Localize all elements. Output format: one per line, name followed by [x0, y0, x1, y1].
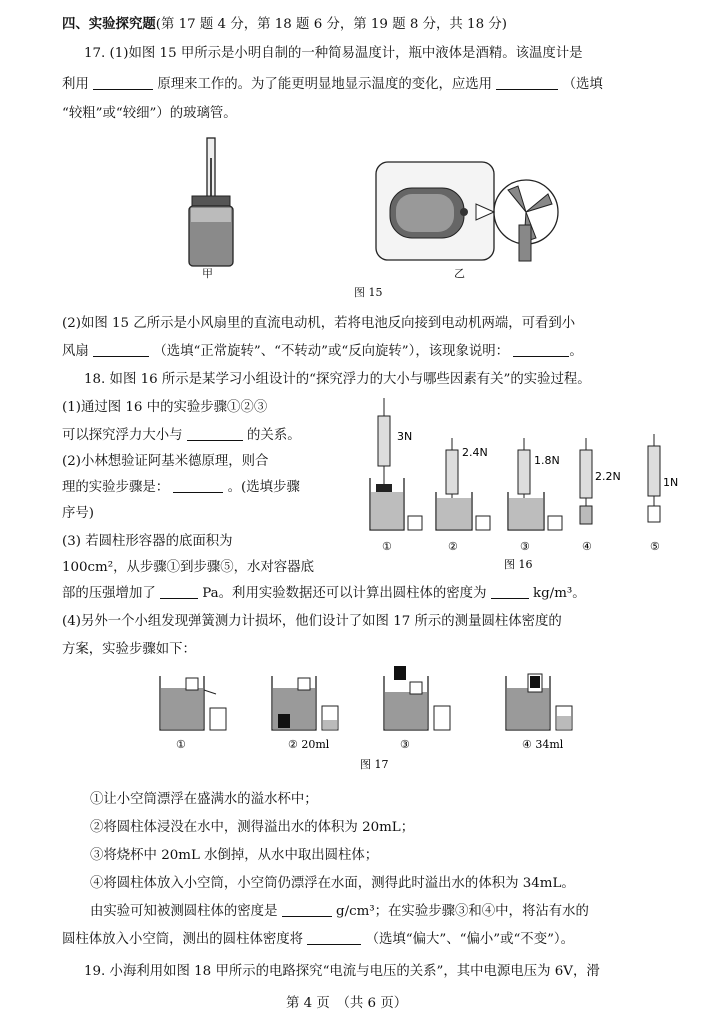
q19-line1: 19. 小海利用如图 18 甲所示的电路探究“电流与电压的关系”，其中电源电压为 6V，滑	[84, 964, 600, 979]
section-title: 四、实验探究题	[62, 16, 156, 32]
fig16-force-label: 2.2N	[595, 470, 621, 483]
q17-part2-line1: (2)如图 15 乙所示是小风扇里的直流电动机，若将电池反向接到电动机两端，可看到小	[62, 316, 576, 331]
fig16-step-label: ①	[382, 540, 392, 553]
fig16-step1	[370, 398, 422, 530]
q17-line3: “较粗”或“较细”）的玻璃管。	[62, 106, 237, 121]
fig16-step-label: ⑤	[650, 540, 660, 553]
answer-blank[interactable]	[491, 584, 529, 599]
q18-step3: ③将烧杯中 20mL 水倒掉，从水中取出圆柱体；	[90, 848, 379, 863]
answer-blank[interactable]	[173, 478, 223, 493]
figure15-left-label: 甲	[202, 267, 213, 280]
section-points: (第 17 题 4 分，第 18 题 6 分，第 19 题 8 分，共 18 分)	[155, 17, 507, 32]
q18-step2: ②将圆柱体浸没在水中，测得溢出水的体积为 20mL；	[90, 820, 415, 835]
q18-part4-line1: (4)另外一个小组发现弹簧测力计损坏，他们设计了如图 17 所示的测量圆柱体密度的	[62, 614, 562, 629]
fig17-step1	[160, 676, 226, 730]
fig16-step3	[508, 438, 562, 530]
answer-blank[interactable]	[513, 342, 569, 357]
fig16-step4	[580, 438, 592, 524]
q17-line1: 17. (1)如图 15 甲所示是小明自制的一种简易温度计，瓶中液体是酒精。该温度计是	[84, 46, 583, 61]
answer-blank[interactable]	[282, 902, 332, 917]
q18-part3-line3: 部的压强增加了 Pa。利用实验数据还可以计算出圆柱体的密度为 kg/m³。	[62, 586, 586, 601]
fig16-force-label: 2.4N	[462, 446, 488, 459]
answer-blank[interactable]	[93, 75, 153, 90]
q18-conclusion-line1: 由实验可知被测圆柱体的密度是 g/cm³；在实验步骤③和④中，将沾有水的	[90, 904, 589, 919]
figure15-motor	[376, 150, 556, 270]
answer-blank[interactable]	[160, 584, 198, 599]
q18-part2-line1: (2)小林想验证阿基米德原理，则合	[62, 454, 269, 469]
q18-part4-line2: 方案，实验步骤如下：	[62, 642, 196, 657]
q18-part2-line3: 序号)	[62, 506, 95, 521]
fig16-step5	[648, 434, 660, 522]
fig16-step-label: ③	[520, 540, 530, 553]
fig17-step-label: ①	[176, 738, 186, 751]
answer-blank[interactable]	[93, 342, 149, 357]
fig17-step2	[272, 676, 338, 730]
figure15-caption: 图 15	[354, 286, 383, 299]
section-header	[62, 14, 507, 35]
page-footer: 第 4 页 （共 6 页）	[286, 996, 408, 1011]
fig17-step-label: ④ 34ml	[522, 738, 564, 751]
figure17	[150, 664, 590, 774]
fig16-step-label: ②	[448, 540, 458, 553]
figure15-right-label: 乙	[454, 267, 465, 280]
figure15-thermometer	[180, 138, 250, 278]
q18-part3-line2: 100cm²，从步骤①到步骤⑤，水对容器底	[62, 560, 314, 575]
figure17-caption: 图 17	[360, 758, 389, 771]
fig17-step3	[384, 666, 450, 730]
fig17-step4	[506, 674, 572, 730]
fig17-step-label: ② 20ml	[288, 738, 330, 751]
answer-blank[interactable]	[307, 930, 361, 945]
fig16-step-label: ④	[582, 540, 592, 553]
q18-line1: 18. 如图 16 所示是某学习小组设计的“探究浮力的大小与哪些因素有关”的实验过程。	[84, 372, 591, 387]
q18-step4: ④将圆柱体放入小空筒，小空筒仍漂浮在水面，测得此时溢出水的体积为 34mL。	[90, 876, 575, 891]
q18-step1: ①让小空筒漂浮在盛满水的溢水杯中；	[90, 792, 318, 807]
q18-part3-line1: (3) 若圆柱形容器的底面积为	[62, 534, 233, 549]
answer-blank[interactable]	[187, 426, 243, 441]
q18-part1-line1: (1)通过图 16 中的实验步骤①②③	[62, 400, 268, 415]
q17-part2-line2: 风扇 （选填“正常旋转”、“不转动”或“反向旋转”），该现象说明： 。	[62, 344, 583, 359]
q17-line2: 利用 原理来工作的。为了能更明显地显示温度的变化，应选用 （选填	[62, 77, 603, 92]
fig16-force-label: 1.8N	[534, 454, 560, 467]
q18-part2-line2: 理的实验步骤是： 。(选填步骤	[62, 480, 300, 495]
fig16-force-label: 1N	[663, 476, 679, 489]
figure16-caption: 图 16	[504, 558, 533, 571]
q18-conclusion-line2: 圆柱体放入小空筒，测出的圆柱体密度将 （选填“偏大”、“偏小”或“不变”）。	[62, 932, 575, 947]
q18-part1-line2: 可以探究浮力大小与 的关系。	[62, 428, 301, 443]
fig16-force-label: 3N	[397, 430, 413, 443]
figure16	[364, 398, 694, 571]
fig17-step-label: ③	[400, 738, 410, 751]
answer-blank[interactable]	[496, 75, 558, 90]
